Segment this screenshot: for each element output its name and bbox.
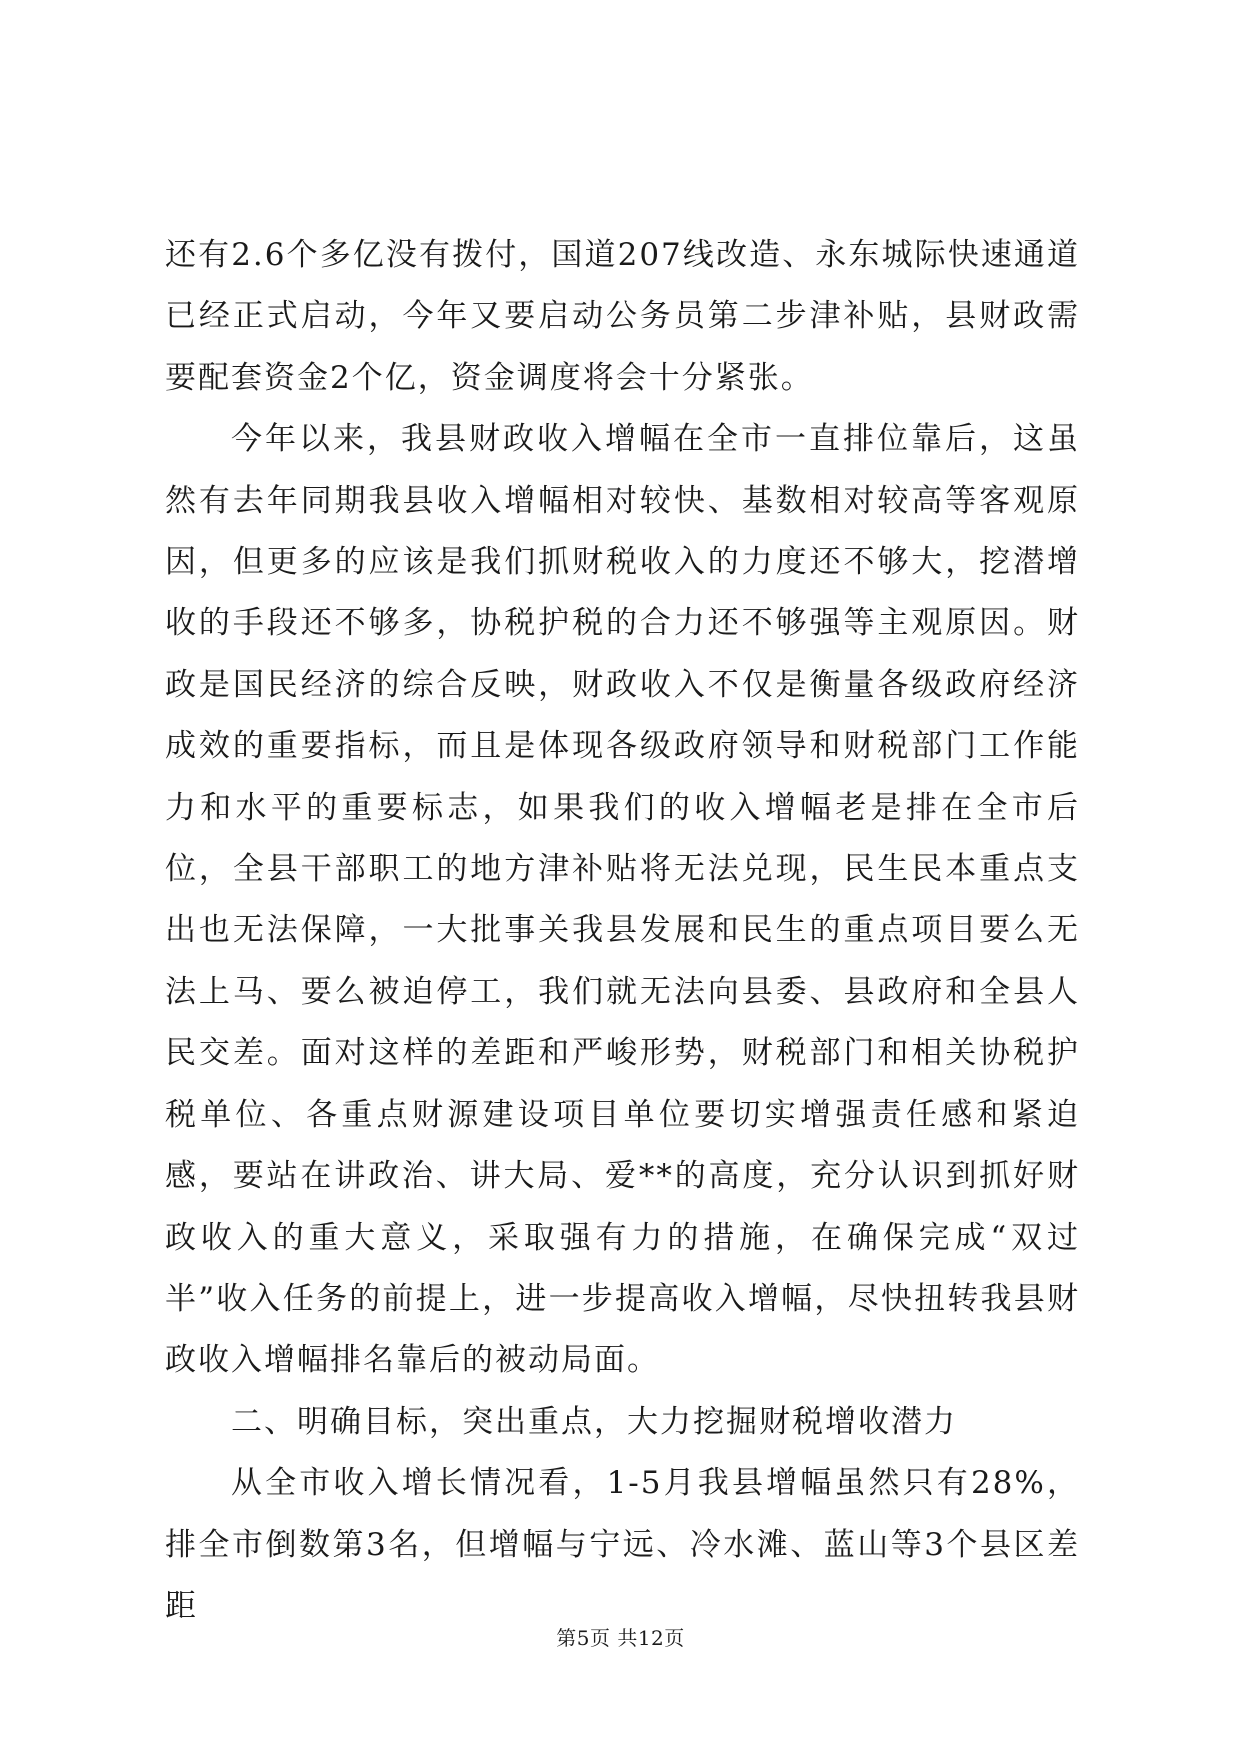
section-heading: 二、明确目标，突出重点，大力挖掘财税增收潜力 — [231, 1403, 957, 1440]
paragraph-fiscal-situation: 今年以来，我县财政收入增幅在全市一直排位靠后，这虽然有去年同期我县收入增幅相对较快、基数相对较高等客观原因，但更多的应该是我们抓财税收入的力度还不够大，挖潜增收的手段还不够多，协税护税的合力还不够强等主观原因。财政是国民经济的综合反映，财政收入不仅是衡量各级政府经济成效的重要指标，而且是体现各级政府领导和财税部门工作能力和水平的重要标志，如果我们的收入增幅老是排在全市后位，全县干部职工的地方津补贴将无法兑现，民生民本重点支出也无法保障，一大批事关我县发展和民生的重点项目要么无法上马、要么被迫停工，我们就无法向县委、县政府和全县人民交差。面对这样的差距和严峻形势，财税部门和相关协税护税单位、各重点财源建设项目单位要切实增强责任感和紧迫感，要站在讲政治、讲大局、爱**的高度，充分认识到抓好财政收入的重大意义，采取强有力的措施，在确保完成“双过半”收入任务的前提上，进一步提高收入增幅，尽快扭转我县财政收入增幅排名靠后的被动局面。 — [165, 421, 1080, 1379]
page-footer: 第5页 共12页 — [556, 1626, 685, 1650]
paragraph-continuation: 还有2.6个多亿没有拨付，国道207线改造、永东城际快速通道已经正式启动，今年又要启动公务员第二步津补贴，县财政需要配套资金2个亿，资金调度将会十分紧张。 — [165, 237, 1080, 396]
paragraph-revenue-growth: 从全市收入增长情况看，1-5月我县增幅虽然只有28%，排全市倒数第3名，但增幅与宁远、冷水滩、蓝山等3个县区差距 — [165, 1465, 1080, 1624]
document-body — [165, 225, 1080, 1637]
